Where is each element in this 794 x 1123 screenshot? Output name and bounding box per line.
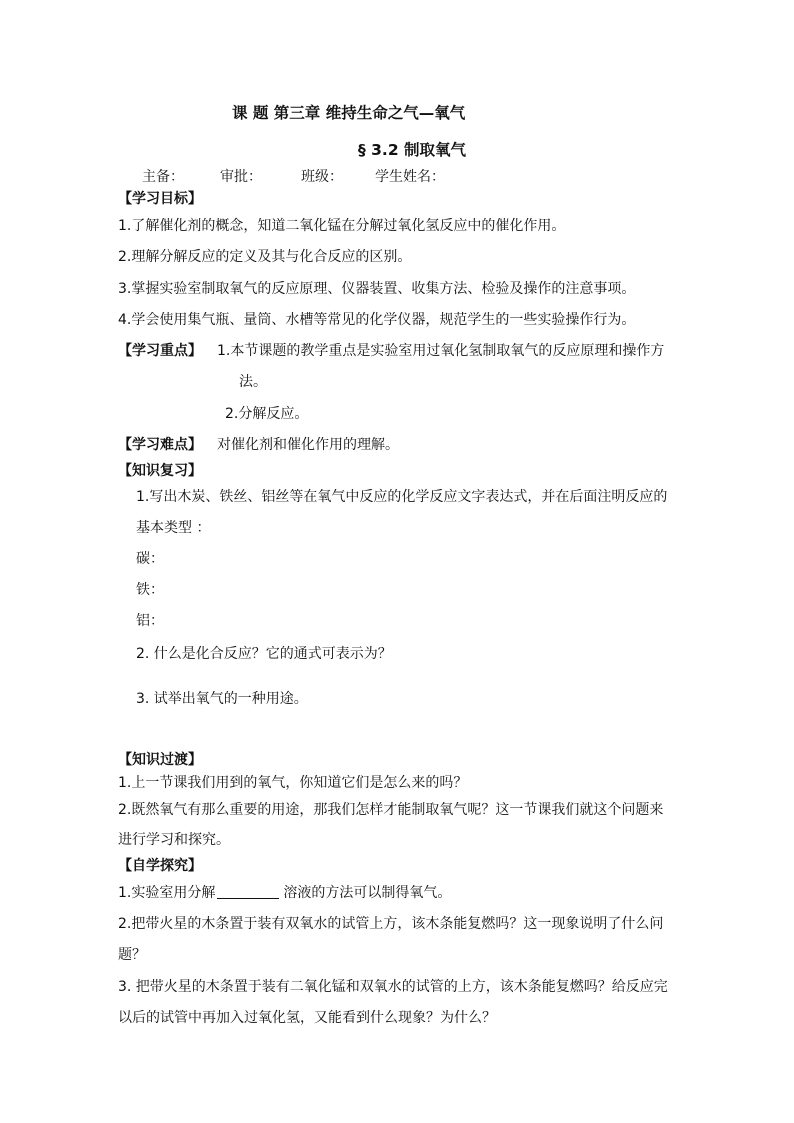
review-q1-cont: 基本类型 ： <box>136 520 211 536</box>
page-subtitle: § 3.2 制取氧气 <box>358 141 467 159</box>
self-study-item-1-before: 1.实验室用分解 <box>118 885 216 901</box>
self-study-heading: 【自学探究】 <box>118 858 202 874</box>
difficulty-text: 对催化剂和催化作用的理解。 <box>217 437 399 453</box>
meta-student: 学生姓名： <box>375 169 445 185</box>
difficulty-heading: 【学习难点】 <box>118 437 202 453</box>
goal-item-2: 2.理解分解反应的定义及其与化合反应的区别。 <box>118 249 412 265</box>
goal-item-3: 3.掌握实验室制取氧气的反应原理、仪器装置、收集方法、检验及操作的注意事项。 <box>118 281 636 297</box>
review-iron: 铁： <box>136 582 164 598</box>
transition-item-1: 1.上一节课我们用到的氧气，你知道它们是怎么来的吗？ <box>118 775 468 791</box>
review-heading: 【知识复习】 <box>118 463 202 479</box>
review-q3: 3. 试举出氧气的一种用途。 <box>136 691 308 707</box>
fill-in-blank[interactable] <box>217 884 279 899</box>
self-study-item-2: 2.把带火星的木条置于装有双氧水的试管上方，该木条能复燃吗？这一现象说明了什么问 <box>118 916 664 932</box>
review-aluminum: 铝： <box>136 613 164 629</box>
key-point-1-cont: 法。 <box>239 374 267 390</box>
meta-class: 班级： <box>301 169 343 185</box>
self-study-item-1-after: 溶液的方法可以制得氧气。 <box>283 885 452 901</box>
transition-item-2-cont: 进行学习和探究。 <box>118 832 230 848</box>
goal-item-1: 1.了解催化剂的概念，知道二氧化锰在分解过氧化氢反应中的催化作用。 <box>118 218 566 234</box>
goals-heading: 【学习目标】 <box>118 191 202 207</box>
self-study-item-1 <box>118 883 451 903</box>
transition-heading: 【知识过渡】 <box>118 752 202 768</box>
page-title: 课 题 第三章 维持生命之气—氧气 <box>232 104 466 122</box>
transition-item-2: 2.既然氧气有那么重要的用途，那我们怎样才能制取氧气呢？这一节课我们就这个问题来 <box>118 802 664 818</box>
key-point-2: 2.分解反应。 <box>225 406 309 422</box>
review-q1: 1.写出木炭、铁丝、铝丝等在氧气中反应的化学反应文字表达式，并在后面注明反应的 <box>136 489 668 505</box>
self-study-item-3-cont: 以后的试管中再加入过氧化氢，又能看到什么现象？为什么？ <box>118 1010 496 1026</box>
self-study-item-2-cont: 题？ <box>118 947 146 963</box>
review-q2: 2. 什么是化合反应？它的通式可表示为？ <box>136 646 392 662</box>
meta-reviewer: 审批： <box>220 169 262 185</box>
self-study-item-3: 3. 把带火星的木条置于装有二氧化锰和双氧水的试管的上方，该木条能复燃吗？给反应完 <box>118 979 668 995</box>
review-carbon: 碳： <box>136 551 164 567</box>
key-point-1: 1.本节课题的教学重点是实验室用过氧化氢制取氧气的反应原理和操作方 <box>217 343 665 359</box>
goal-item-4: 4.学会使用集气瓶、量筒、水槽等常见的化学仪器，规范学生的一些实验操作行为。 <box>118 312 636 328</box>
meta-author: 主备： <box>142 169 184 185</box>
key-points-heading: 【学习重点】 <box>118 343 202 359</box>
